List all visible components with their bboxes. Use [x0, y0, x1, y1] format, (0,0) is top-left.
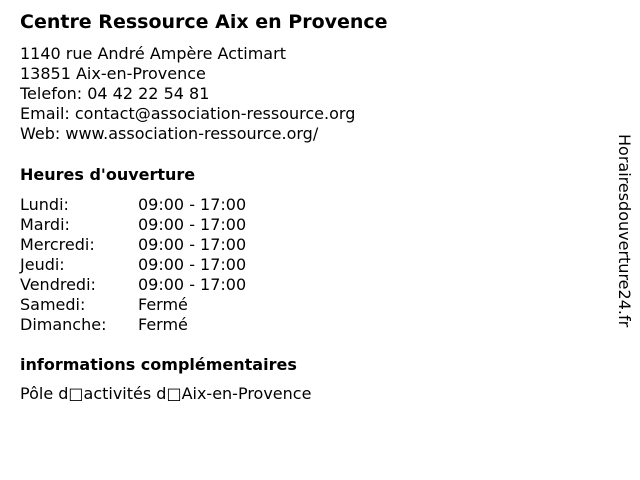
hours-row-saturday [20, 295, 246, 315]
phone-line: Telefon: 04 42 22 54 81 [20, 84, 210, 103]
day-time: 09:00 - 17:00 [138, 235, 247, 254]
hours-row-friday [20, 275, 246, 295]
day-time: Fermé [138, 315, 188, 334]
day-time: Fermé [138, 295, 188, 314]
brand-watermark: Horairesdouverture24.fr [615, 134, 634, 328]
contact-block [20, 44, 355, 144]
day-label: Mercredi: [20, 235, 95, 254]
web-line: Web: www.association-ressource.org/ [20, 124, 319, 143]
day-time: 09:00 - 17:00 [138, 215, 247, 234]
day-label: Vendredi: [20, 275, 96, 294]
day-label: Jeudi: [20, 255, 65, 274]
hours-row-tuesday [20, 215, 246, 235]
hours-row-sunday [20, 315, 246, 335]
day-time: 09:00 - 17:00 [138, 195, 247, 214]
business-name: Centre Ressource Aix en Provence [20, 11, 388, 33]
hours-row-thursday [20, 255, 246, 275]
info-text: Pôle d□activités d□Aix-en-Provence [20, 384, 312, 403]
day-time: 09:00 - 17:00 [138, 275, 247, 294]
day-label: Lundi: [20, 195, 69, 214]
day-label: Mardi: [20, 215, 70, 234]
hours-table [20, 195, 246, 335]
address-street: 1140 rue André Ampère Actimart [20, 44, 286, 63]
day-time: 09:00 - 17:00 [138, 255, 247, 274]
hours-row-wednesday [20, 235, 246, 255]
day-label: Samedi: [20, 295, 86, 314]
hours-row-monday [20, 195, 246, 215]
email-line: Email: contact@association-ressource.org [20, 104, 356, 123]
day-label: Dimanche: [20, 315, 107, 334]
hours-heading: Heures d'ouverture [20, 165, 196, 184]
info-heading: informations complémentaires [20, 355, 297, 374]
address-city: 13851 Aix-en-Provence [20, 64, 206, 83]
